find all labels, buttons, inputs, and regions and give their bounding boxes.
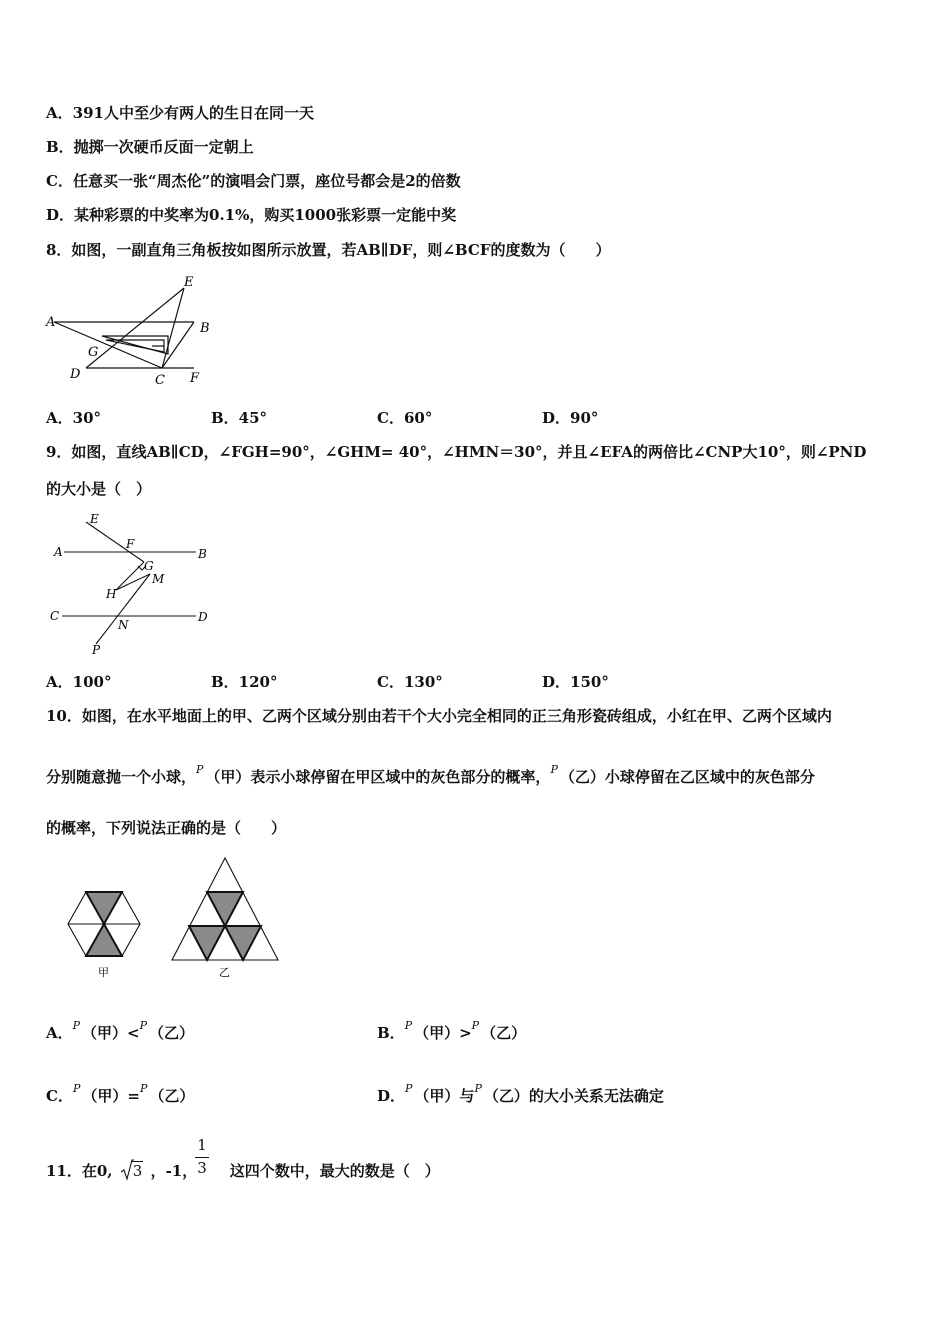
q10-option-b-prefix: B．	[377, 1024, 405, 1042]
q8-label-b: B	[200, 321, 210, 336]
q9-label-g: G	[144, 559, 154, 573]
q9-label-a: A	[54, 545, 63, 559]
sqrt-radical-icon	[120, 1159, 134, 1181]
q10-stem-line-1: 10．如图，在水平地面上的甲、乙两个区域分别由若干个大小完全相同的正三角形瓷砖组成，小红在甲、乙两个区域内	[46, 707, 832, 725]
q10-option-d-prefix: D．	[377, 1087, 406, 1105]
q9-label-h: H	[106, 587, 117, 601]
q11-sqrt	[120, 1162, 144, 1180]
q10-p-symbol: P	[139, 1082, 148, 1095]
q10-option-c	[46, 1082, 195, 1106]
q10-p-symbol: P	[550, 763, 558, 776]
q11-stem-c: 这四个数中，最大的数是（ ）	[229, 1162, 440, 1180]
q10-label-jia: 甲	[98, 966, 109, 979]
q8-triangle-figure	[44, 274, 224, 392]
q9-stem-line-2: 的大小是（ ）	[46, 480, 152, 498]
q10-option-b-end: （乙）	[481, 1024, 527, 1042]
q9-label-d: D	[198, 610, 208, 624]
q7-option-a: A．391人中至少有两人的生日在同一天	[46, 104, 314, 122]
q10-option-d	[377, 1082, 664, 1106]
q11-fraction-denominator: 3	[195, 1157, 209, 1177]
q8-label-g: G	[88, 345, 99, 360]
q11-stem	[46, 1160, 440, 1181]
q8-option-c: C．60°	[377, 409, 433, 427]
q10-option-b	[377, 1019, 527, 1043]
q10-option-d-mid: （甲）与	[414, 1087, 475, 1105]
q7-option-b: B．抛掷一次硬币反面一定朝上	[46, 138, 254, 156]
q9-label-n: N	[118, 618, 129, 632]
q9-option-d: D．150°	[542, 673, 609, 691]
q9-label-e: E	[90, 512, 99, 526]
q10-tiles-figure	[62, 852, 288, 984]
q8-label-a: A	[46, 315, 56, 330]
q10-p-symbol: P	[196, 763, 204, 776]
q10-p-symbol: P	[471, 1019, 480, 1032]
q7-option-c: C．任意买一张“周杰伦”的演唱会门票，座位号都会是2的倍数	[46, 172, 461, 190]
q10-stem-line-2	[46, 763, 815, 787]
q9-label-f: F	[126, 537, 135, 551]
q9-label-b: B	[198, 547, 207, 561]
q8-label-c: C	[155, 373, 165, 388]
q10-p-symbol: P	[404, 1019, 413, 1032]
q10-option-a-prefix: A．	[46, 1024, 73, 1042]
q10-stem-2a: 分别随意抛一个小球，	[46, 768, 197, 786]
q10-p-symbol: P	[474, 1082, 482, 1095]
q9-parallel-lines-figure	[44, 508, 224, 660]
q8-option-b: B．45°	[211, 409, 268, 427]
q11-fraction-numerator: 1	[197, 1136, 207, 1154]
q10-option-d-end: （乙）的大小关系无法确定	[483, 1087, 664, 1105]
q9-label-p: P	[92, 643, 101, 657]
q8-stem: 8．如图，一副直角三角板按如图所示放置，若AB∥DF，则∠BCF的度数为（ ）	[46, 241, 611, 259]
q10-option-c-mid: （甲）=	[82, 1087, 140, 1105]
q9-stem-line-1: 9．如图，直线AB∥CD，∠FGH=90°，∠GHM= 40°，∠HMN＝30°，并且∠EFA的两倍比∠CNP大10°，则∠PND	[46, 443, 867, 461]
q10-stem-2b: （甲）表示小球停留在甲区域中的灰色部分的概率，	[205, 768, 551, 786]
q8-label-f: F	[190, 371, 200, 386]
q11-stem-b: ，-1，	[150, 1162, 198, 1180]
q11-stem-a: 11．在0,	[46, 1162, 113, 1180]
q10-stem-2c: （乙）小球停留在乙区域中的灰色部分	[559, 768, 815, 786]
q10-stem-line-3: 的概率，下列说法正确的是（ ）	[46, 819, 287, 837]
q9-option-a: A．100°	[46, 673, 112, 691]
q10-option-c-prefix: C．	[46, 1087, 73, 1105]
q9-label-m: M	[152, 572, 165, 586]
q9-label-c: C	[50, 609, 60, 623]
q9-option-c: C．130°	[377, 673, 443, 691]
q10-option-a-end: （乙）	[149, 1024, 195, 1042]
q7-option-d: D．某种彩票的中奖率为0.1%，购买1000张彩票一定能中奖	[46, 206, 457, 224]
q11-sqrt-arg: 3	[132, 1162, 143, 1180]
q10-label-yi: 乙	[219, 966, 230, 979]
q10-p-symbol: P	[405, 1082, 413, 1095]
q10-option-a	[46, 1019, 195, 1043]
q10-option-c-end: （乙）	[149, 1087, 195, 1105]
q10-p-symbol: P	[72, 1019, 81, 1032]
q10-p-symbol: P	[72, 1082, 81, 1095]
q11-fraction	[195, 1136, 209, 1177]
q10-p-symbol: P	[139, 1019, 148, 1032]
q8-label-e: E	[184, 275, 194, 290]
q10-option-a-mid: （甲）<	[82, 1024, 140, 1042]
q8-label-d: D	[70, 367, 81, 382]
q10-option-b-mid: （甲）>	[414, 1024, 472, 1042]
q8-option-a: A．30°	[46, 409, 102, 427]
q8-option-d: D．90°	[542, 409, 599, 427]
q9-option-b: B．120°	[211, 673, 278, 691]
